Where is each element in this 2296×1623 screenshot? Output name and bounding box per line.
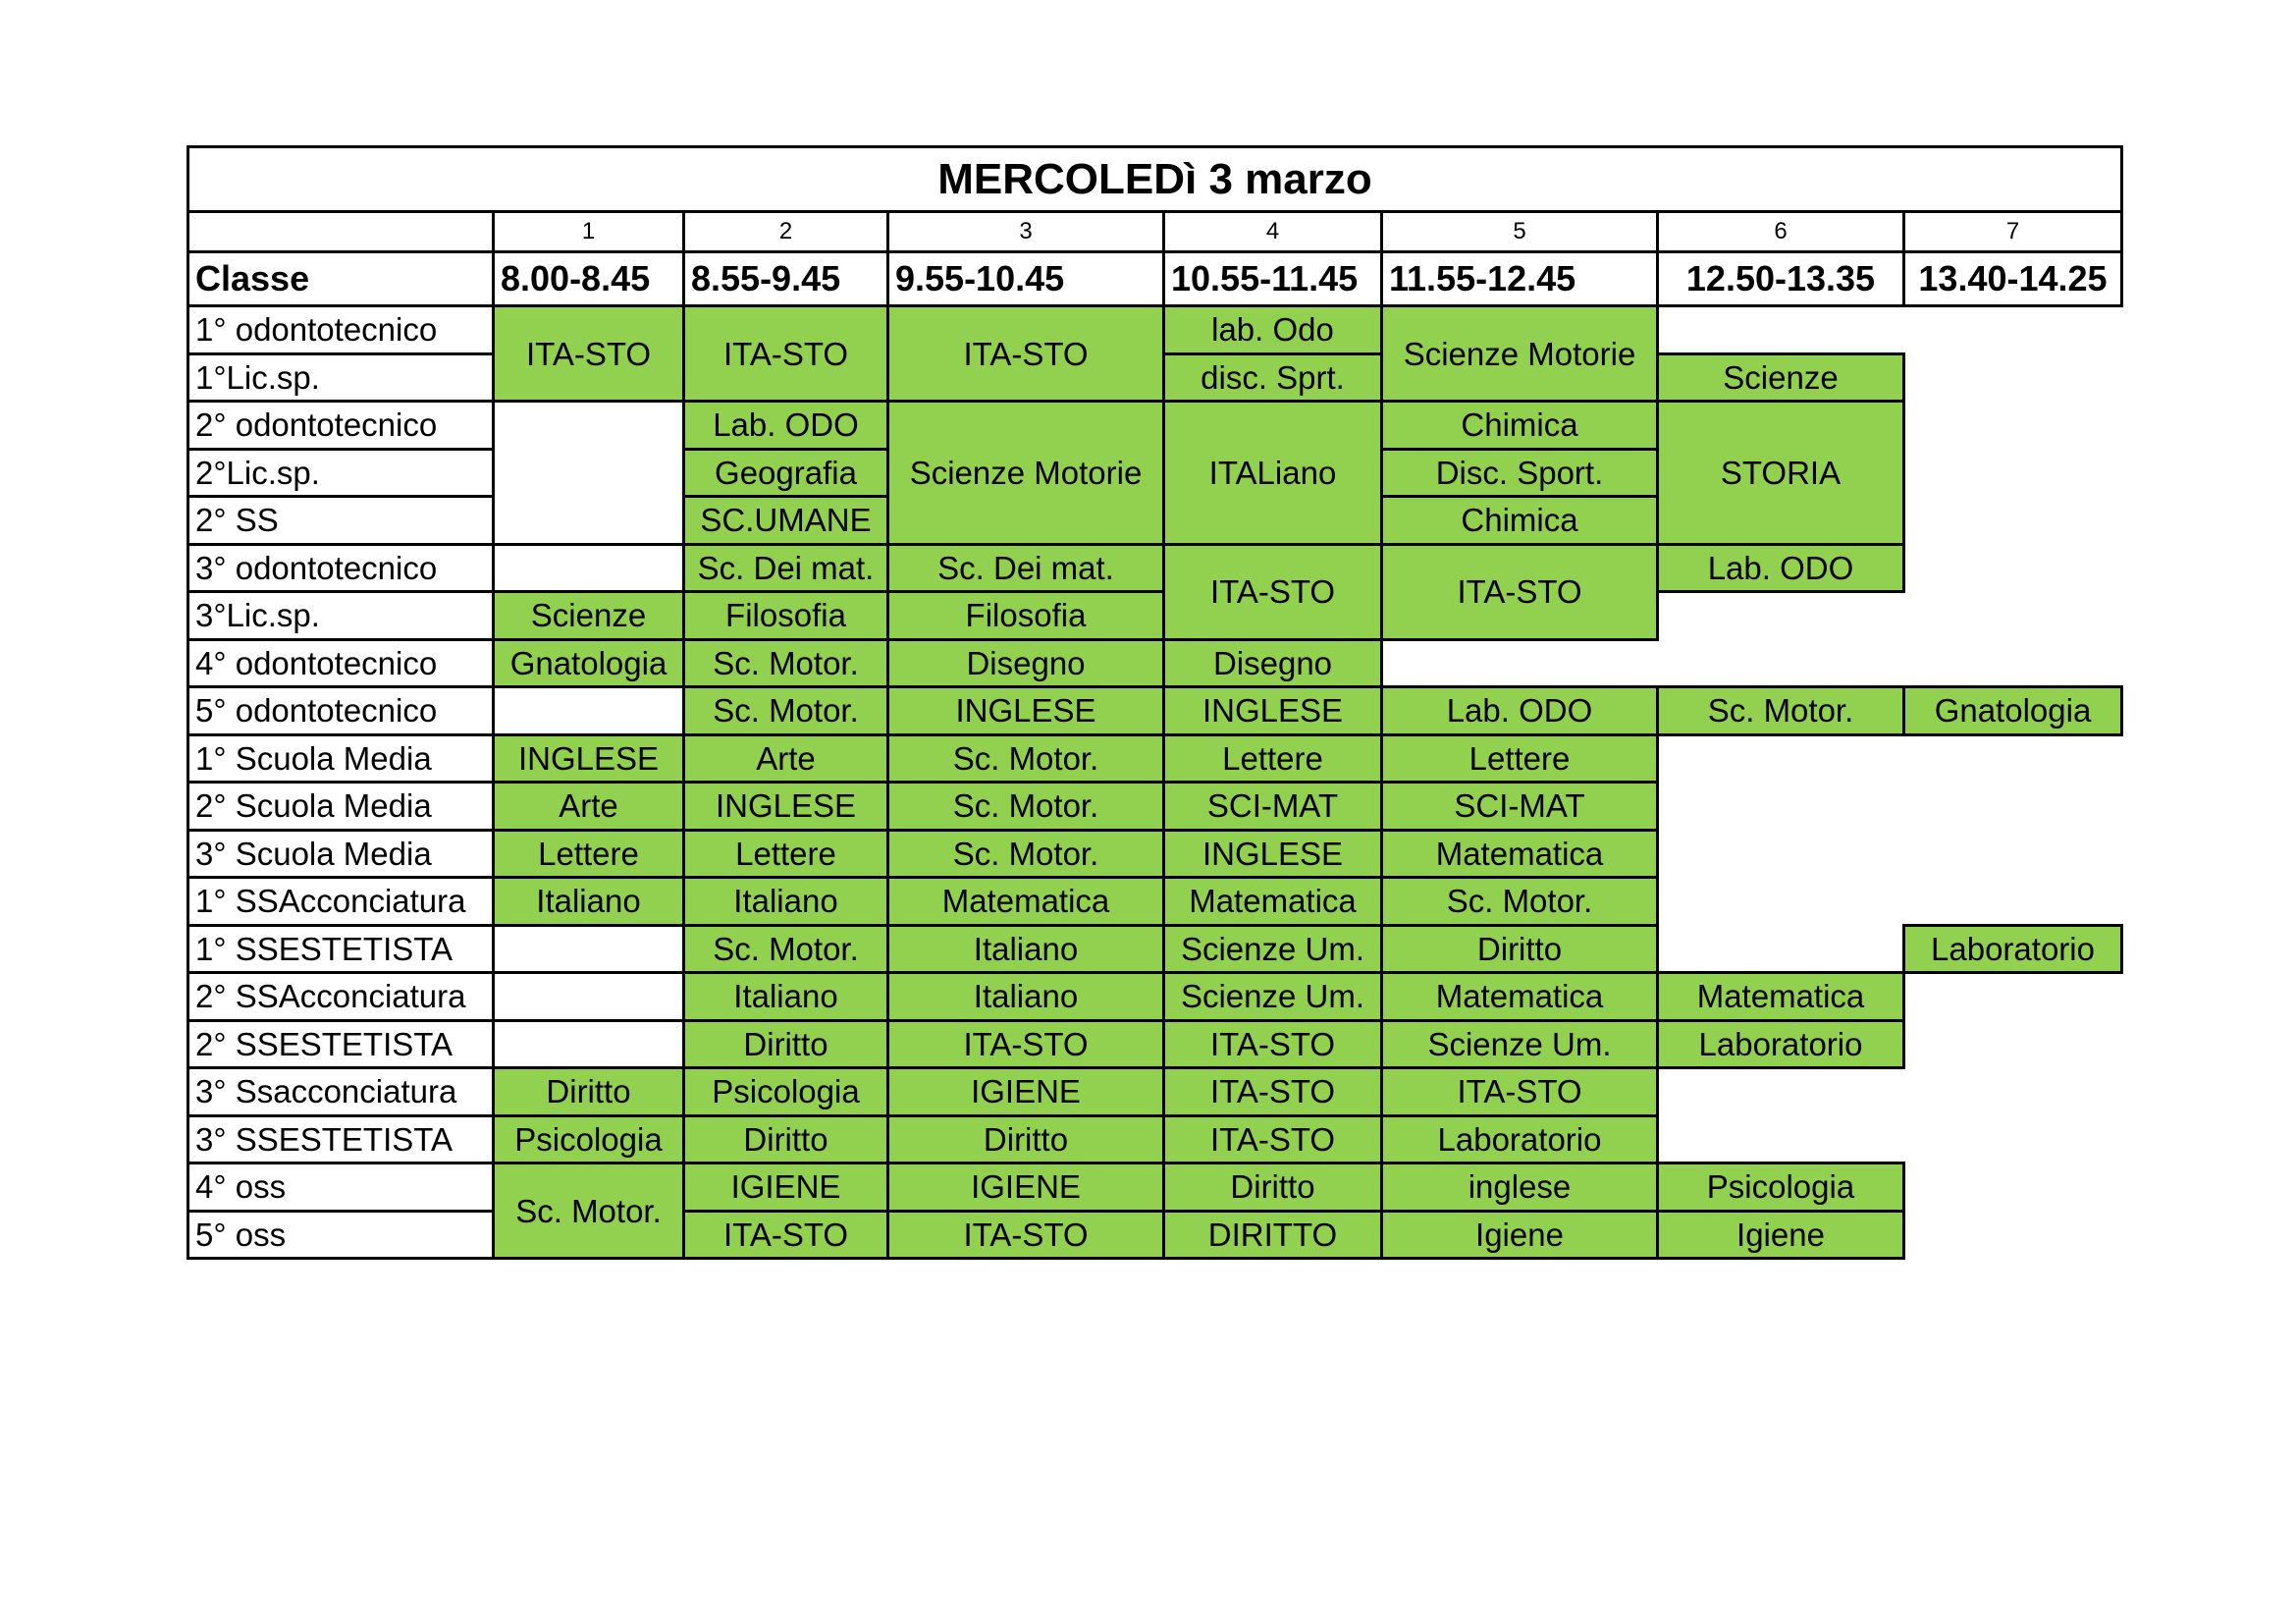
subject-cell: Matematica	[1382, 830, 1658, 878]
subject-cell: Psicologia	[1658, 1163, 1904, 1212]
subject-cell: Laboratorio	[1658, 1020, 1904, 1068]
subject-cell: Disegno	[888, 639, 1164, 687]
subject-cell: SCI-MAT	[1382, 783, 1658, 831]
period-time: 11.55-12.45	[1382, 252, 1658, 306]
subject-cell: Matematica	[1164, 878, 1382, 926]
subject-cell: SCI-MAT	[1164, 783, 1382, 831]
subject-cell: INGLESE	[494, 734, 684, 783]
empty-cell	[494, 402, 684, 545]
empty-cell	[1904, 1211, 2122, 1259]
class-name: 1° SSAcconciatura	[188, 878, 494, 926]
subject-cell: Italiano	[888, 973, 1164, 1021]
subject-cell: ITA-STO	[1164, 1115, 1382, 1163]
subject-cell: ITA-STO	[684, 1211, 888, 1259]
subject-cell: Scienze Um.	[1382, 1020, 1658, 1068]
subject-cell: Igiene	[1382, 1211, 1658, 1259]
schedule-table	[187, 145, 2123, 1260]
empty-cell	[1904, 449, 2122, 497]
subject-cell: Disegno	[1164, 639, 1382, 687]
subject-cell: Italiano	[888, 925, 1164, 973]
subject-cell: INGLESE	[1164, 830, 1382, 878]
subject-cell: IGIENE	[888, 1163, 1164, 1212]
header-blank-cell	[188, 212, 494, 252]
class-name: 1°Lic.sp.	[188, 353, 494, 402]
subject-cell: Matematica	[888, 878, 1164, 926]
subject-cell: ITA-STO	[494, 306, 684, 402]
subject-cell: ITA-STO	[684, 306, 888, 402]
empty-cell	[1904, 734, 2122, 783]
class-name: 2° SS	[188, 497, 494, 545]
empty-cell	[1904, 1163, 2122, 1212]
class-column-header: Classe	[188, 252, 494, 306]
period-number: 6	[1658, 212, 1904, 252]
subject-cell: Filosofia	[684, 592, 888, 640]
subject-cell: Diritto	[888, 1115, 1164, 1163]
period-time: 8.00-8.45	[494, 252, 684, 306]
empty-cell	[1904, 592, 2122, 640]
class-name: 2° odontotecnico	[188, 402, 494, 450]
period-number: 5	[1382, 212, 1658, 252]
subject-cell: Gnatologia	[1904, 687, 2122, 735]
subject-cell: Psicologia	[494, 1115, 684, 1163]
class-name: 2°Lic.sp.	[188, 449, 494, 497]
class-name: 5° odontotecnico	[188, 687, 494, 735]
empty-cell	[1904, 973, 2122, 1021]
subject-cell: Sc. Motor.	[684, 639, 888, 687]
subject-cell: Matematica	[1382, 973, 1658, 1021]
subject-cell: Arte	[494, 783, 684, 831]
subject-cell: ITA-STO	[1164, 1068, 1382, 1116]
subject-cell: Scienze Motorie	[888, 402, 1164, 545]
class-name: 1° Scuola Media	[188, 734, 494, 783]
page-title: MERCOLEDì 3 marzo	[188, 147, 2122, 212]
subject-cell: Lettere	[494, 830, 684, 878]
subject-cell: Scienze Motorie	[1382, 306, 1658, 402]
subject-cell: Italiano	[684, 878, 888, 926]
subject-cell: SC.UMANE	[684, 497, 888, 545]
class-name: 3° SSESTETISTA	[188, 1115, 494, 1163]
subject-cell: INGLESE	[684, 783, 888, 831]
subject-cell: Sc. Dei mat.	[888, 544, 1164, 592]
subject-cell: Sc. Motor.	[888, 783, 1164, 831]
subject-cell: Sc. Motor.	[1658, 687, 1904, 735]
subject-cell: DIRITTO	[1164, 1211, 1382, 1259]
period-time: 12.50-13.35	[1658, 252, 1904, 306]
period-time: 8.55-9.45	[684, 252, 888, 306]
empty-cell	[1658, 783, 1904, 831]
empty-cell	[1904, 639, 2122, 687]
subject-cell: IGIENE	[888, 1068, 1164, 1116]
subject-cell: inglese	[1382, 1163, 1658, 1212]
period-number: 7	[1904, 212, 2122, 252]
subject-cell: Geografia	[684, 449, 888, 497]
subject-cell: Laboratorio	[1904, 925, 2122, 973]
empty-cell	[494, 1020, 684, 1068]
class-name: 3° Scuola Media	[188, 830, 494, 878]
class-name: 1° odontotecnico	[188, 306, 494, 354]
empty-cell	[1904, 830, 2122, 878]
empty-cell	[1904, 306, 2122, 354]
period-number: 2	[684, 212, 888, 252]
subject-cell: ITA-STO	[1164, 544, 1382, 639]
subject-cell: Scienze Um.	[1164, 925, 1382, 973]
period-time: 9.55-10.45	[888, 252, 1164, 306]
subject-cell: Matematica	[1658, 973, 1904, 1021]
subject-cell: Scienze	[1658, 353, 1904, 402]
empty-cell	[1904, 878, 2122, 926]
class-name: 2° SSESTETISTA	[188, 1020, 494, 1068]
subject-cell: INGLESE	[1164, 687, 1382, 735]
subject-cell: Chimica	[1382, 497, 1658, 545]
subject-cell: Italiano	[494, 878, 684, 926]
subject-cell: Chimica	[1382, 402, 1658, 450]
subject-cell: Lettere	[1382, 734, 1658, 783]
class-name: 4° oss	[188, 1163, 494, 1212]
subject-cell: Sc. Motor.	[888, 830, 1164, 878]
period-number: 3	[888, 212, 1164, 252]
period-number: 1	[494, 212, 684, 252]
subject-cell: Sc. Motor.	[1382, 878, 1658, 926]
subject-cell: ITA-STO	[888, 306, 1164, 402]
subject-cell: Disc. Sport.	[1382, 449, 1658, 497]
subject-cell: Diritto	[1382, 925, 1658, 973]
class-name: 3° Ssacconciatura	[188, 1068, 494, 1116]
subject-cell: lab. Odo	[1164, 306, 1382, 354]
class-name: 5° oss	[188, 1211, 494, 1259]
subject-cell: Diritto	[684, 1115, 888, 1163]
subject-cell: STORIA	[1658, 402, 1904, 545]
empty-cell	[1658, 1068, 1904, 1116]
subject-cell: IGIENE	[684, 1163, 888, 1212]
subject-cell: Sc. Motor.	[494, 1163, 684, 1259]
empty-cell	[1904, 497, 2122, 545]
empty-cell	[1658, 734, 1904, 783]
subject-cell: ITA-STO	[888, 1020, 1164, 1068]
subject-cell: Italiano	[684, 973, 888, 1021]
subject-cell: ITA-STO	[1382, 544, 1658, 639]
period-number: 4	[1164, 212, 1382, 252]
empty-cell	[494, 544, 684, 592]
subject-cell: Filosofia	[888, 592, 1164, 640]
class-name: 1° SSESTETISTA	[188, 925, 494, 973]
subject-cell: Lab. ODO	[1658, 544, 1904, 592]
subject-cell: disc. Sprt.	[1164, 353, 1382, 402]
subject-cell: INGLESE	[888, 687, 1164, 735]
empty-cell	[1658, 830, 1904, 878]
empty-cell	[1658, 306, 1904, 354]
class-name: 2° SSAcconciatura	[188, 973, 494, 1021]
empty-cell	[1904, 544, 2122, 592]
subject-cell: Diritto	[1164, 1163, 1382, 1212]
empty-cell	[1658, 1115, 1904, 1163]
subject-cell: Arte	[684, 734, 888, 783]
subject-cell: Igiene	[1658, 1211, 1904, 1259]
subject-cell: Sc. Motor.	[888, 734, 1164, 783]
subject-cell: Scienze	[494, 592, 684, 640]
subject-cell: Lettere	[684, 830, 888, 878]
subject-cell: Sc. Motor.	[684, 925, 888, 973]
subject-cell: Lab. ODO	[1382, 687, 1658, 735]
subject-cell: ITA-STO	[1164, 1020, 1382, 1068]
empty-cell	[1904, 783, 2122, 831]
empty-cell	[494, 973, 684, 1021]
subject-cell: Sc. Motor.	[684, 687, 888, 735]
subject-cell: Sc. Dei mat.	[684, 544, 888, 592]
subject-cell: Lettere	[1164, 734, 1382, 783]
empty-cell	[494, 925, 684, 973]
empty-cell	[1658, 925, 1904, 973]
empty-cell	[1658, 639, 1904, 687]
empty-cell	[1904, 1020, 2122, 1068]
class-name: 4° odontotecnico	[188, 639, 494, 687]
empty-cell	[1658, 592, 1904, 640]
subject-cell: Lab. ODO	[684, 402, 888, 450]
class-name: 2° Scuola Media	[188, 783, 494, 831]
subject-cell: ITA-STO	[888, 1211, 1164, 1259]
empty-cell	[1904, 1068, 2122, 1116]
empty-cell	[1658, 878, 1904, 926]
empty-cell	[1904, 353, 2122, 402]
empty-cell	[1904, 1115, 2122, 1163]
empty-cell	[1382, 639, 1658, 687]
subject-cell: Laboratorio	[1382, 1115, 1658, 1163]
class-name: 3° odontotecnico	[188, 544, 494, 592]
subject-cell: Gnatologia	[494, 639, 684, 687]
subject-cell: Psicologia	[684, 1068, 888, 1116]
class-name: 3°Lic.sp.	[188, 592, 494, 640]
subject-cell: ITA-STO	[1382, 1068, 1658, 1116]
subject-cell: Diritto	[494, 1068, 684, 1116]
empty-cell	[1904, 402, 2122, 450]
subject-cell: Scienze Um.	[1164, 973, 1382, 1021]
period-time: 13.40-14.25	[1904, 252, 2122, 306]
subject-cell: Diritto	[684, 1020, 888, 1068]
subject-cell: ITALiano	[1164, 402, 1382, 545]
empty-cell	[494, 687, 684, 735]
period-time: 10.55-11.45	[1164, 252, 1382, 306]
